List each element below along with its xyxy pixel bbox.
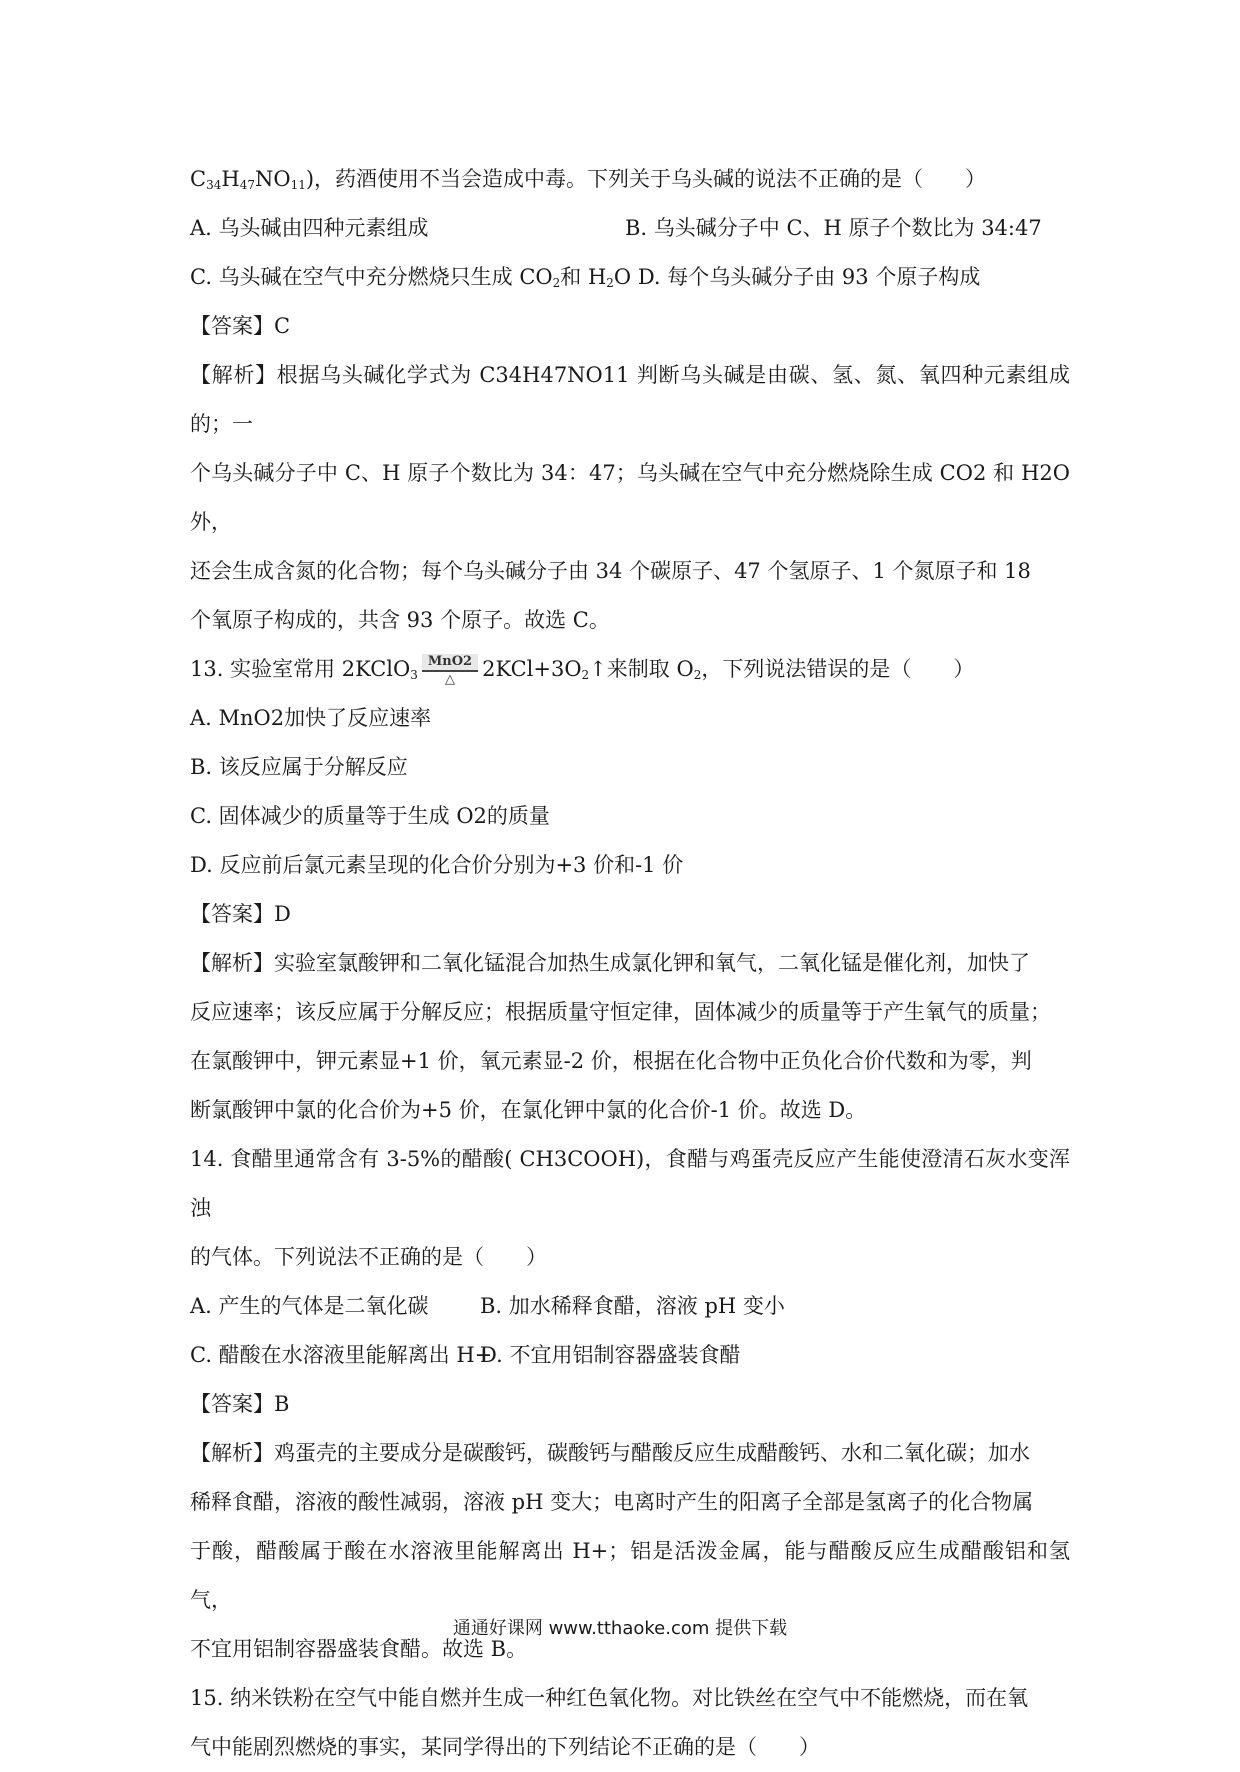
- q14-option-a: A. 产生的气体是二氧化碳: [190, 1294, 429, 1318]
- q14-options-cd: [190, 1331, 1070, 1380]
- q14-option-b: B. 加水稀释食醋，溶液 pH 变小: [480, 1294, 785, 1318]
- q13-option-a: A. MnO2加快了反应速率: [190, 706, 432, 730]
- q12-options-cd: [190, 253, 1070, 302]
- q13-option-c: C. 固体减少的质量等于生成 O2的质量: [190, 804, 550, 828]
- page-footer: 通通好课网 www.tthaoke.com 提供下载: [452, 1618, 788, 1639]
- q14-option-c: C. 醋酸在水溶液里能解离出 H+: [190, 1343, 493, 1367]
- q12-answer: 【答案】C: [190, 314, 291, 338]
- q13-option-b: B. 该反应属于分解反应: [190, 755, 408, 779]
- q14-options-ab: [190, 1282, 1070, 1331]
- q12-option-b: B. 乌头碱分子中 C、H 原子个数比为 34:47: [625, 216, 1042, 240]
- document-page: [190, 155, 1070, 1772]
- q13-stem: 13. 实验室常用 2KClO$_3$ $\frac{\text{MnO2}}{\triangle}$ $2KCl+3O_2↑$来制取 $O_2$，下列说法错误的是（ ）: [190, 653, 975, 687]
- q12-option-d: D. 每个乌头碱分子由 93 个原子构成: [631, 265, 981, 289]
- q12-option-c: C. 乌头碱在空气中充分燃烧只生成 $CO_2$和 $H_2O$: [190, 265, 632, 290]
- reaction-condition-image: $\frac{\text{MnO2}}{\triangle}$: [422, 654, 478, 688]
- q13-analysis: 【解析】实验室氯酸钾和二氧化锰混合加热生成氯化钾和氧气，二氧化锰是催化剂，加快了 反应速率；该反应属于分解反应；根据质量守恒定律，固体减少的质量等于产生氧气的质量； 在氯酸钾中，钾元素显+1 价，氧元素显-2 价，根据在化合物中正负化合价代数和为零，判 断氯酸钾中氯的化合价为+5 价，在氯化钾中氯的化合价-1 价。故选 D。: [190, 951, 1051, 1122]
- q12-stem: $C_{34}H_{47}NO_{11}$)，药酒使用不当会造成中毒。下列关于乌头碱的说法不正确的是（ ）: [190, 167, 987, 192]
- q12-options-ab: [190, 204, 1070, 253]
- q12-option-a: A. 乌头碱由四种元素组成: [190, 216, 429, 240]
- q15-stem: 15. 纳米铁粉在空气中能自燃并生成一种红色氧化物。对比铁丝在空气中不能燃烧，而在氧 气中能剧烈燃烧的事实，某同学得出的下列结论不正确的是（ ）: [190, 1686, 1029, 1759]
- q14-option-d: D. 不宜用铝制容器盛装食醋: [480, 1343, 741, 1367]
- q13-answer: 【答案】D: [190, 902, 291, 926]
- q14-stem: 14. 食醋里通常含有 3-5%的醋酸( CH3COOH)，食醋与鸡蛋壳反应产生能使澄清石灰水变浑浊 的气体。下列说法不正确的是（ ）: [190, 1147, 1070, 1269]
- q14-analysis: 【解析】鸡蛋壳的主要成分是碳酸钙，碳酸钙与醋酸反应生成醋酸钙、水和二氧化碳；加水 稀释食醋，溶液的酸性减弱，溶液 pH 变大；电离时产生的阳离子全部是氢离子的化合物属 于酸，醋酸属于酸在水溶液里能解离出 H+；铝是活泼金属，能与醋酸反应生成醋酸铝和氢气， 不宜用铝制容器盛装食醋。故选 B。: [190, 1441, 1070, 1661]
- q14-answer: 【答案】B: [190, 1392, 290, 1416]
- q13-option-d: D. 反应前后氯元素呈现的化合价分别为+3 价和-1 价: [190, 853, 684, 877]
- q12-analysis: 【解析】根据乌头碱化学式为 C34H47NO11 判断乌头碱是由碳、氢、氮、氧四种元素组成的；一 个乌头碱分子中 C、H 原子个数比为 34：47；乌头碱在空气中充分燃烧除生成 CO2 和 H2O 外， 还会生成含氮的化合物；每个乌头碱分子由 34 个碳原子、47 个氢原子、1 个氮原子和 18 个氧原子构成的，共含 93 个原子。故选 C。: [190, 363, 1070, 632]
